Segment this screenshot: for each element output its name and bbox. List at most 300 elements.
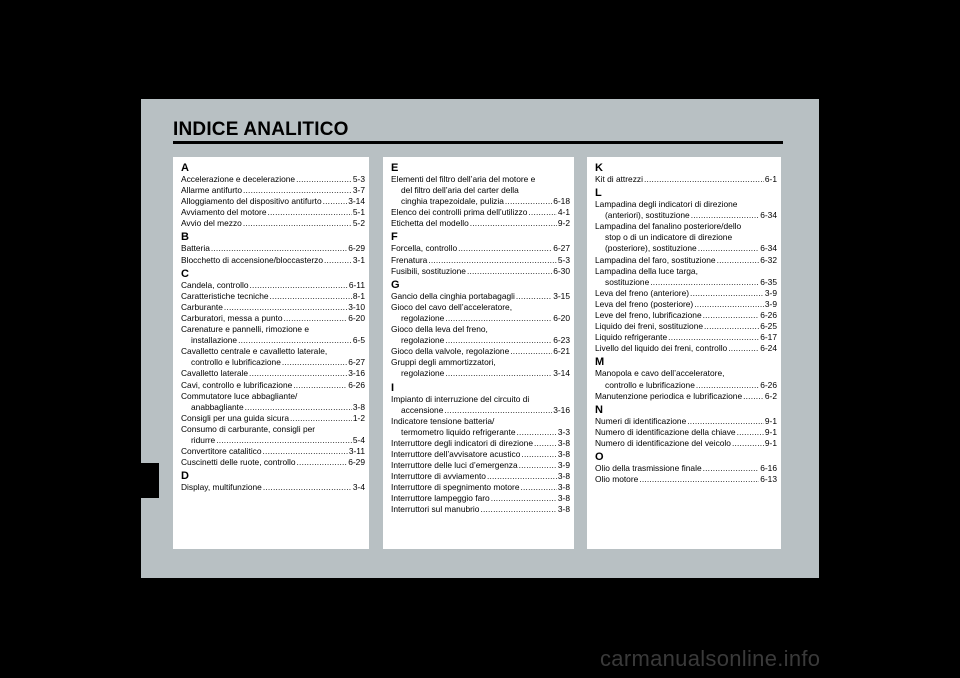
index-entry-row [595, 380, 777, 391]
dot-leader [528, 207, 557, 218]
index-entry [595, 310, 777, 321]
index-entry-text: Interruttore dell’avvisatore acustico [391, 448, 521, 459]
page-number: 3-16 [348, 368, 365, 379]
dot-leader [491, 493, 557, 504]
index-column-3 [587, 157, 781, 549]
index-entry-row [595, 288, 777, 299]
index-entry [181, 482, 365, 493]
index-entry [595, 299, 777, 310]
index-entry-text: Gioco del cavo dell’acceleratore, [391, 301, 513, 312]
index-entry-text: Caratteristiche tecniche [181, 290, 269, 301]
index-entry-row [181, 218, 365, 229]
page-number: 6-35 [760, 276, 777, 287]
dot-leader [283, 313, 347, 324]
page-number: 3-3 [557, 426, 570, 437]
index-entry-row [181, 207, 365, 218]
index-entry-text: stop o di un indicatore di direzione [605, 232, 733, 243]
index-letter-heading: C [181, 267, 189, 280]
index-entry [595, 266, 777, 288]
index-entry-row [391, 471, 570, 482]
index-entry-text: Avviamento del motore [181, 207, 267, 218]
page-number: 6-24 [760, 343, 777, 354]
dot-leader [703, 463, 760, 474]
dot-leader [323, 196, 348, 207]
page-number: 6-32 [760, 254, 777, 265]
index-entry [181, 243, 365, 254]
index-entry-text: Avvio del mezzo [181, 218, 242, 229]
index-entry-text: regolazione [401, 312, 445, 323]
index-entry [181, 346, 365, 368]
page-number: 6-25 [760, 321, 777, 332]
index-entry [391, 207, 570, 218]
index-entry-text: Indicatore tensione batteria/ [391, 415, 495, 426]
index-entry-text: termometro liquido refrigerante [401, 426, 516, 437]
index-entry-text: controllo e lubrificazione [191, 357, 281, 368]
index-entry-text: Lampadina degli indicatori di direzione [595, 199, 738, 210]
index-entry-row [391, 405, 570, 416]
index-entry [391, 255, 570, 266]
index-entry [181, 380, 365, 391]
dot-leader [290, 413, 352, 424]
index-entry-row [181, 313, 365, 324]
index-entry-row [181, 243, 365, 254]
page-number: 6-1 [764, 174, 777, 184]
index-entry-row [595, 332, 777, 343]
index-entry [391, 243, 570, 254]
index-entry-text: Fusibili, sostituzione [391, 265, 466, 276]
index-entry-text: Cuscinetti delle ruote, controllo [181, 457, 296, 468]
index-entry [391, 346, 570, 357]
dot-leader [445, 335, 552, 346]
index-entry-text: Liquido dei freni, sostituzione [595, 321, 704, 332]
index-entry-row [391, 482, 570, 493]
index-entry-text: Gruppi degli ammortizzatori, [391, 357, 496, 368]
page-number: 6-29 [348, 243, 365, 254]
dot-leader [250, 280, 348, 291]
index-entry-text: Blocchetto di accensione/bloccasterzo [181, 254, 323, 265]
index-letter-heading: A [181, 162, 189, 174]
index-entry-text: Forcella, controllo [391, 243, 458, 254]
index-entry-row [181, 255, 365, 266]
dot-leader [691, 210, 760, 221]
index-letter-heading: N [595, 403, 603, 416]
index-entry-text: Leva del freno (posteriore) [595, 298, 694, 309]
dot-leader [263, 446, 348, 457]
index-entry [595, 174, 777, 185]
dot-leader [728, 343, 759, 354]
dot-leader [249, 368, 347, 379]
dot-leader [216, 435, 352, 446]
page-number: 6-11 [348, 279, 365, 290]
index-entry-text: Numeri di identificazione [595, 415, 687, 426]
dot-leader [324, 255, 352, 266]
dot-leader [444, 405, 552, 416]
index-entry-text: Gancio della cinghia portabagagli [391, 290, 515, 301]
index-entry-row [181, 357, 365, 368]
index-entry-text: Cavalletto laterale [181, 368, 249, 379]
index-entry-text: Manopola e cavo dell’acceleratore, [595, 368, 725, 379]
index-entry-row [595, 277, 777, 288]
index-entry-text: Allarme antifurto [181, 185, 242, 196]
index-entry-row [181, 413, 365, 424]
index-entry [181, 207, 365, 218]
index-entry [595, 391, 777, 402]
index-entry-row [595, 463, 777, 474]
dot-leader [238, 335, 352, 346]
index-letter-heading: B [181, 231, 189, 244]
index-entry [391, 218, 570, 229]
dot-leader [534, 438, 557, 449]
index-entry-row [391, 291, 570, 302]
index-entry-text: regolazione [401, 368, 445, 379]
dot-leader [520, 482, 556, 493]
index-entry [181, 313, 365, 324]
index-entry-row [595, 321, 777, 332]
index-entry-text: anabbagliante [191, 401, 244, 412]
page-number: 3-8 [557, 493, 570, 504]
index-entry [595, 416, 777, 427]
index-entry [181, 291, 365, 302]
index-letter-heading: I [391, 381, 395, 394]
index-entry [181, 446, 365, 457]
index-entry-text: Leve del freno, lubrificazione [595, 310, 702, 321]
index-entry-text: (posteriore), sostituzione [605, 243, 697, 254]
page-number: 9-1 [764, 437, 777, 448]
dot-leader [732, 438, 764, 449]
index-entry-text: Interruttore degli indicatori di direzione [391, 437, 533, 448]
page-number: 6-21 [553, 346, 570, 357]
page-number: 9-1 [764, 415, 777, 426]
index-entry-text: Lampadina del fanalino posteriore/dello [595, 221, 742, 232]
dot-leader [703, 310, 760, 321]
dot-leader [737, 427, 764, 438]
index-entry-text: Convertitore catalitico [181, 446, 262, 457]
dot-leader [480, 504, 556, 515]
page-number: 3-10 [348, 301, 365, 312]
page-number: 3-9 [764, 287, 777, 298]
page-number: 6-30 [553, 265, 570, 276]
index-entry [181, 391, 365, 413]
page-number: 6-23 [553, 335, 570, 346]
dot-leader [243, 218, 352, 229]
index-entry [181, 457, 365, 468]
page-number: 6-29 [348, 457, 365, 468]
page-number: 6-26 [760, 379, 777, 390]
index-entry-text: Cavalletto centrale e cavalletto laterale, [181, 346, 328, 357]
index-entry-row [391, 460, 570, 471]
index-entry-row [181, 174, 365, 185]
index-entry-text: Numero di identificazione del veicolo [595, 437, 731, 448]
index-entry-row [595, 299, 777, 310]
index-entry-row [391, 196, 570, 207]
index-entry-row [595, 343, 777, 354]
index-entry-row [181, 435, 365, 446]
dot-leader [517, 427, 557, 438]
index-entry [391, 449, 570, 460]
dot-leader [428, 255, 557, 266]
page-number: 5-4 [352, 434, 365, 445]
dot-leader [639, 474, 759, 485]
index-entry [181, 185, 365, 196]
index-entry-text: Commutatore luce abbagliante/ [181, 390, 298, 401]
page-number: 9-1 [764, 426, 777, 437]
index-entry-text: Etichetta del modello [391, 218, 469, 229]
index-entry-row [595, 174, 777, 185]
index-entry-text: Gioco della valvole, regolazione [391, 346, 510, 357]
index-entry-text: ridurre [191, 434, 216, 445]
dot-leader [270, 291, 352, 302]
index-letter-heading: L [595, 187, 602, 200]
index-letter-heading: F [391, 231, 398, 244]
dot-leader [717, 255, 760, 266]
page-number: 3-16 [553, 404, 570, 415]
index-entry-text: Alloggiamento del dispositivo antifurto [181, 196, 322, 207]
index-entry-text: Leva del freno (anteriore) [595, 287, 690, 298]
index-entry-row [595, 438, 777, 449]
index-entry-row [391, 255, 570, 266]
dot-leader [704, 321, 759, 332]
index-entry-text: Manutenzione periodica e lubrificazione [595, 390, 743, 401]
dot-leader [487, 471, 557, 482]
index-entry-row [391, 207, 570, 218]
page-number: 5-1 [352, 207, 365, 218]
index-entry [595, 463, 777, 474]
title-rule [173, 141, 783, 144]
dot-leader [687, 416, 764, 427]
index-entry-text: Interruttore lampeggio faro [391, 493, 490, 504]
index-entry-row [391, 243, 570, 254]
index-entry-text: installazione [191, 335, 238, 346]
index-entry-row [181, 291, 365, 302]
page-number: 6-20 [348, 312, 365, 323]
dot-leader [224, 302, 347, 313]
index-entry [391, 394, 570, 416]
page-number: 3-11 [348, 446, 365, 457]
dot-leader [282, 357, 347, 368]
index-entry-row [181, 280, 365, 291]
page-number: 6-16 [760, 462, 777, 473]
dot-leader [296, 174, 352, 185]
index-entry-row [595, 243, 777, 254]
index-entry-row [595, 416, 777, 427]
index-entry-row [391, 335, 570, 346]
index-entry-row [181, 335, 365, 346]
index-entry-text: Consigli per una guida sicura [181, 412, 290, 423]
index-entry-text: Batteria [181, 243, 210, 254]
index-entry-text: Carburante [181, 301, 223, 312]
index-entry-row [181, 446, 365, 457]
index-entry-text: Kit di attrezzi [595, 174, 643, 184]
index-entry-text: Carenature e pannelli, rimozione e [181, 324, 310, 335]
index-entry [391, 482, 570, 493]
index-entry-row [595, 427, 777, 438]
index-entry-text: Display, multifunzione [181, 482, 262, 493]
dot-leader [644, 174, 764, 185]
index-letter-heading: K [595, 162, 603, 174]
index-entry-row [595, 210, 777, 221]
dot-leader [743, 391, 764, 402]
page-number: 3-8 [557, 504, 570, 515]
index-entry [181, 280, 365, 291]
index-entry-row [181, 380, 365, 391]
dot-leader [696, 380, 759, 391]
page-number: 3-15 [553, 290, 570, 301]
dot-leader [445, 313, 552, 324]
index-entry [391, 471, 570, 482]
index-entry [595, 474, 777, 485]
index-entry-text: (anteriori), sostituzione [605, 210, 690, 221]
index-entry [391, 460, 570, 471]
index-entry [391, 493, 570, 504]
index-entry-text: Olio motore [595, 474, 639, 485]
page-number: 6-5 [352, 335, 365, 346]
index-entry-text: del filtro dell’aria del carter della [401, 185, 519, 196]
index-entry-row [595, 474, 777, 485]
dot-leader [245, 402, 352, 413]
page-number: 6-13 [760, 474, 777, 485]
index-column-1 [173, 157, 369, 549]
index-entry-row [181, 402, 365, 413]
index-entry-row [391, 449, 570, 460]
index-entry [595, 438, 777, 449]
index-entry-row [181, 368, 365, 379]
index-entry [595, 332, 777, 343]
index-entry-row [181, 457, 365, 468]
index-entry-text: Livello del liquido dei freni, controllo [595, 343, 728, 354]
index-entry [595, 343, 777, 354]
page-number: 3-4 [352, 482, 365, 493]
index-entry [391, 324, 570, 346]
index-entry-text: accensione [401, 404, 444, 415]
index-entry [595, 427, 777, 438]
dot-leader [505, 196, 552, 207]
dot-leader [470, 218, 557, 229]
page-number: 6-34 [760, 243, 777, 254]
page-number: 6-20 [553, 312, 570, 323]
index-entry [595, 221, 777, 254]
index-entry-text: Numero di identificazione della chiave [595, 426, 736, 437]
dot-leader [694, 299, 764, 310]
dot-leader [521, 449, 556, 460]
index-entry-text: cinghia trapezoidale, pulizia [401, 196, 504, 207]
page-number: 3-8 [557, 471, 570, 482]
index-entry-row [595, 310, 777, 321]
index-entry-row [391, 427, 570, 438]
page-number: 3-8 [557, 437, 570, 448]
index-entry-row [391, 493, 570, 504]
page-number: 3-8 [352, 401, 365, 412]
page-number: 3-7 [352, 185, 365, 196]
page-number: 1-2 [352, 412, 365, 423]
page-number: 3-8 [557, 448, 570, 459]
index-entry-text: Liquido refrigerante [595, 332, 668, 343]
dot-leader [516, 291, 552, 302]
index-entry-text: Impianto di interruzione del circuito di [391, 393, 530, 404]
index-entry [181, 413, 365, 424]
index-entry-text: Interruttore di avviamento [391, 471, 486, 482]
index-entry-row [181, 482, 365, 493]
index-entry-text: Elenco dei controlli prima dell’utilizzo [391, 207, 528, 218]
index-entry-row [391, 438, 570, 449]
index-entry-row [391, 218, 570, 229]
dot-leader [243, 185, 352, 196]
index-entry [595, 288, 777, 299]
page-number: 9-2 [557, 218, 570, 229]
index-entry [181, 196, 365, 207]
dot-leader [211, 243, 347, 254]
dot-leader [690, 288, 764, 299]
index-entry [391, 504, 570, 515]
page-number: 6-34 [760, 210, 777, 221]
index-entry-text: regolazione [401, 335, 445, 346]
page-number: 5-3 [557, 254, 570, 265]
index-entry-text: Candela, controllo [181, 279, 249, 290]
index-entry-row [181, 196, 365, 207]
index-entry-row [391, 504, 570, 515]
index-entry-text: Frenatura [391, 254, 428, 265]
index-letter-heading: G [391, 278, 400, 291]
page-number: 8-1 [352, 290, 365, 301]
dot-leader [297, 457, 348, 468]
index-entry [391, 266, 570, 277]
index-entry [391, 357, 570, 379]
index-entry [595, 368, 777, 390]
index-entry [391, 291, 570, 302]
dot-leader [650, 277, 759, 288]
dot-leader [263, 482, 352, 493]
index-entry-text: Lampadina del faro, sostituzione [595, 254, 716, 265]
dot-leader [519, 460, 557, 471]
page-number: 5-3 [352, 174, 365, 184]
index-letter-heading: D [181, 470, 189, 483]
index-entry-text: Olio della trasmissione finale [595, 462, 702, 473]
page-number: 3-1 [352, 254, 365, 265]
index-entry-row [391, 313, 570, 324]
dot-leader [293, 380, 347, 391]
page-number: 6-18 [553, 196, 570, 207]
index-entry [181, 255, 365, 266]
watermark: carmanualsonline.info [600, 646, 821, 671]
dot-leader [668, 332, 759, 343]
index-letter-heading: M [595, 356, 605, 369]
index-entry [595, 199, 777, 221]
page-number: 6-26 [348, 379, 365, 390]
index-entry [391, 416, 570, 438]
index-entry [595, 255, 777, 266]
index-entry-row [391, 346, 570, 357]
index-entry [181, 302, 365, 313]
index-entry-text: Accelerazione e decelerazione [181, 174, 296, 184]
index-entry-text: Interruttore delle luci d’emergenza [391, 460, 518, 471]
page-number: 3-14 [348, 196, 365, 207]
dot-leader [445, 368, 552, 379]
page-number: 6-26 [760, 310, 777, 321]
index-entry-row [595, 255, 777, 266]
dot-leader [698, 243, 760, 254]
index-entry-text: Interruttori sul manubrio [391, 504, 480, 515]
index-entry [181, 424, 365, 446]
page-number: 5-2 [352, 218, 365, 229]
index-entry [391, 174, 570, 207]
page-number: 6-17 [760, 332, 777, 343]
index-entry [391, 302, 570, 324]
index-entry-text: Interruttore di spegnimento motore [391, 482, 520, 493]
index-entry [181, 174, 365, 185]
index-entry-text: sostituzione [605, 276, 650, 287]
index-entry-text: Gioco della leva del freno, [391, 324, 488, 335]
page-number: 6-27 [348, 357, 365, 368]
index-entry [391, 438, 570, 449]
